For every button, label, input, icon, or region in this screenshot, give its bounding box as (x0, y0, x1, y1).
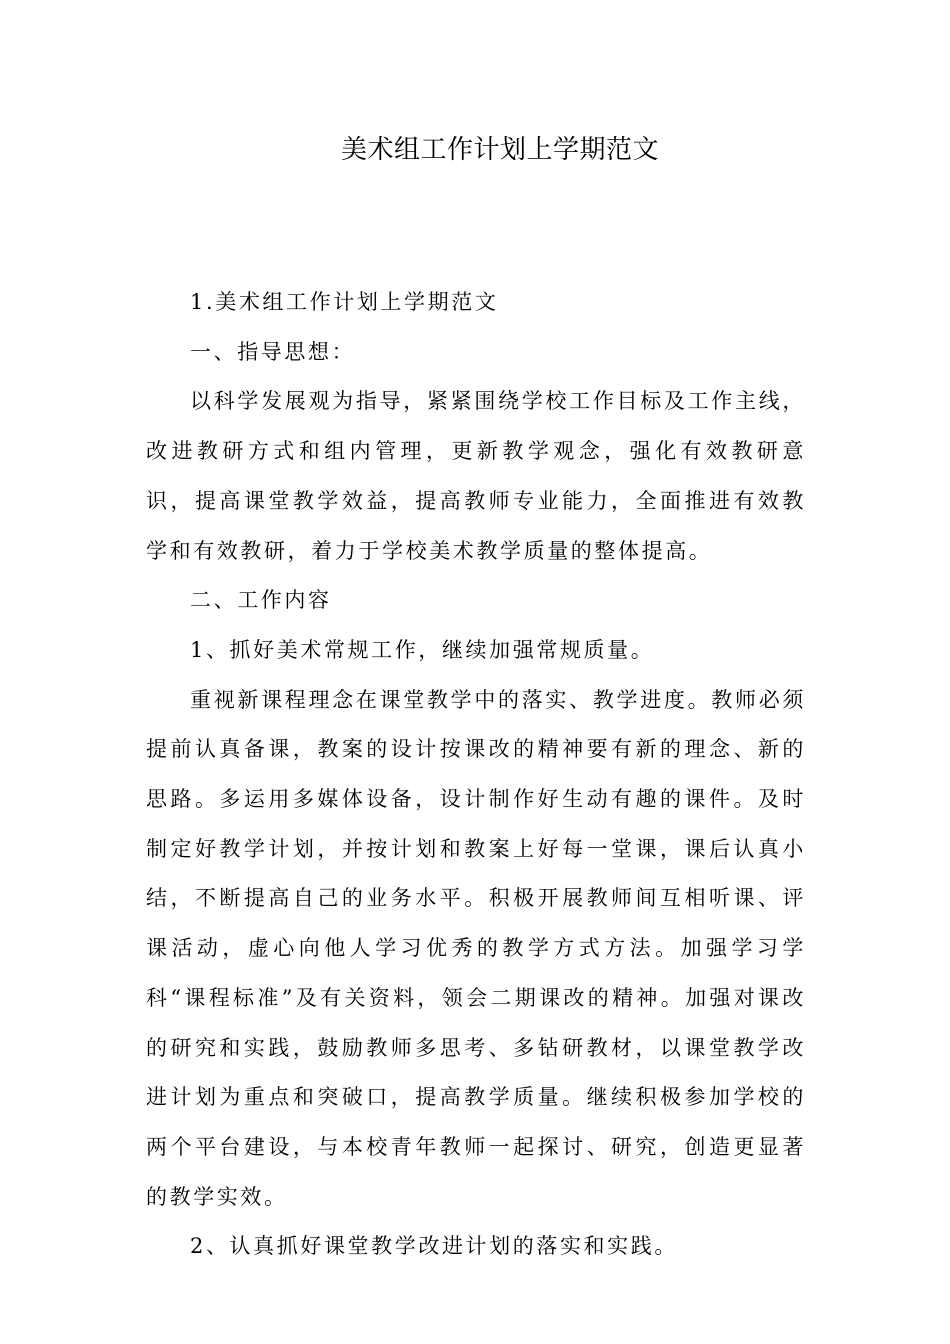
list-item-heading: 2、认真抓好课堂教学改进计划的落实和实践。 (190, 1234, 678, 1259)
document-title: 美术组工作计划上学期范文 (340, 135, 659, 165)
list-item-heading: 1、抓好美术常规工作，继续加强常规质量。 (190, 637, 655, 662)
body-paragraph: 重视新课程理念在课堂教学中的落实、教学进度。教师必须提前认真备课，教案的设计按课改的精神要有新的理念、新的思路。多运用多媒体设备，设计制作好生动有趣的课件。及时制定好教学计划，并按计划和教案上好每一堂课，课后认真小结，不断提高自己的业务水平。积极开展教师间互相听课、评课活动，虚心向他人学习优秀的教学方式方法。加强学习学科“课程标准”及有关资料，领会二期课改的精神。加强对课改的研究和实践，鼓励教师多思考、多钻研教材，以课堂教学改进计划为重点和突破口，提高教学质量。继续积极参加学校的两个平台建设，与本校青年教师一起探讨、研究，创造更显著的教学实效。 (146, 687, 806, 1209)
subsection-heading: 一、指导思想： (190, 339, 356, 364)
body-paragraph: 以科学发展观为指导，紧紧围绕学校工作目标及工作主线，改进教研方式和组内管理，更新教学观念，强化有效教研意识，提高课堂教学效益，提高教师专业能力，全面推进有效教学和有效教研，着力于学校美术教学质量的整体提高。 (146, 389, 806, 563)
subsection-heading: 二、工作内容 (190, 588, 332, 613)
section-heading: 1.美术组工作计划上学期范文 (190, 290, 499, 314)
document-body (146, 278, 806, 1272)
